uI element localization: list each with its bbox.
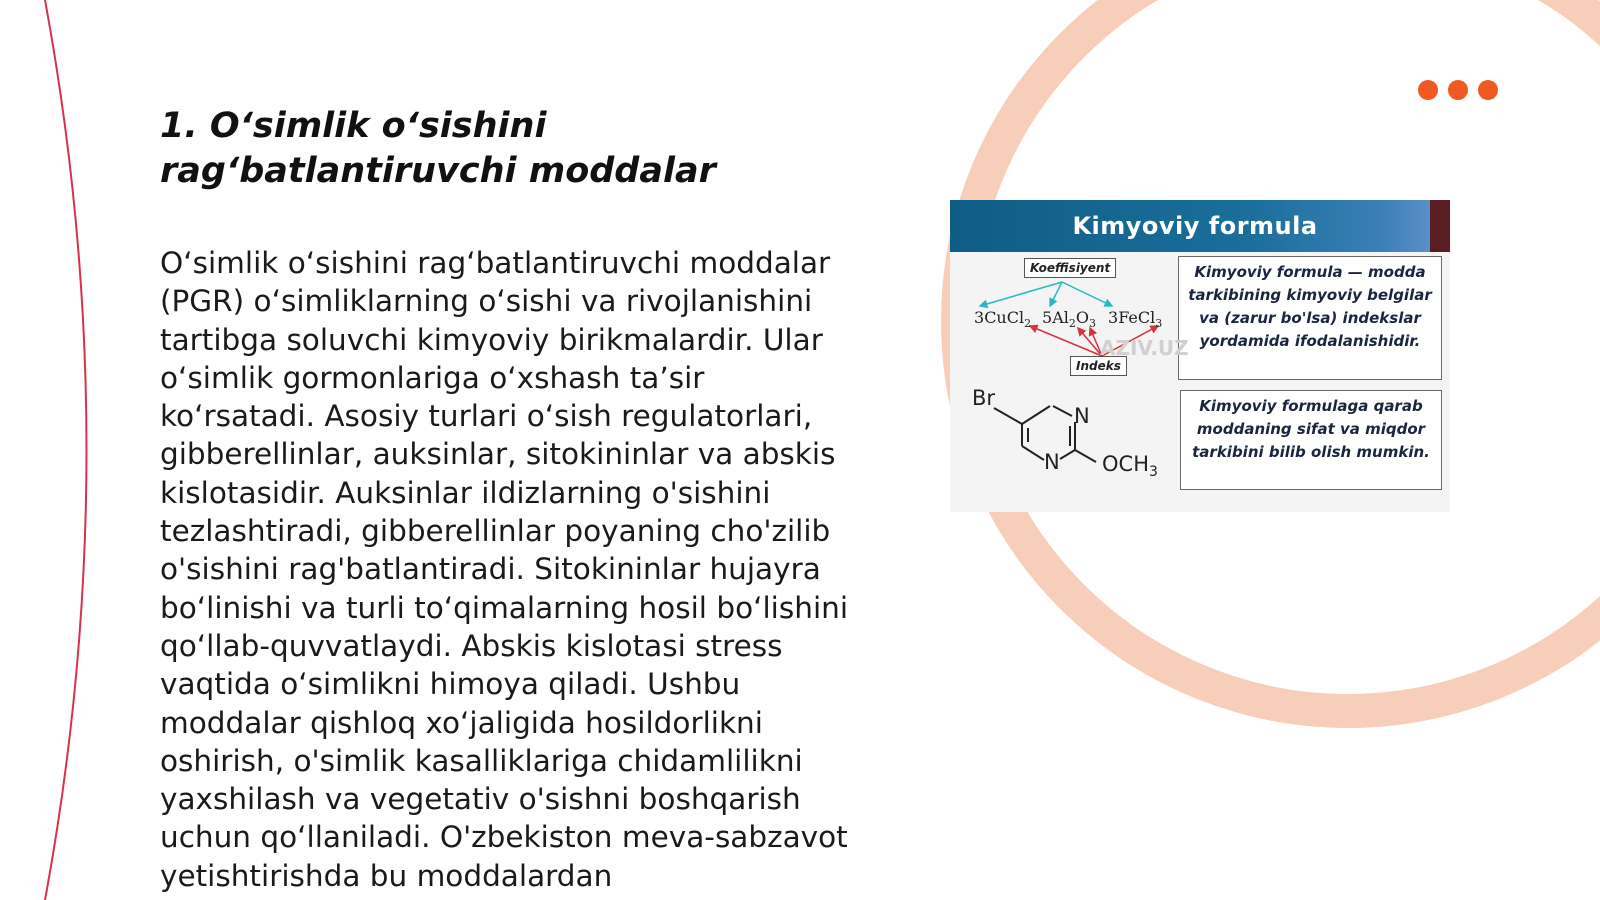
molecule-n-bottom: N	[1044, 450, 1060, 474]
note-box: Kimyoviy formulaga qarab moddaning sifat va miqdor tarkibini bilib olish mumkin.	[1180, 390, 1442, 490]
chemical-formula-figure	[950, 200, 1450, 512]
watermark-text: AZIV.UZ	[1100, 336, 1189, 360]
definition-box: Kimyoviy formula — modda tarkibining kimyoviy belgilar va (zarur bo'lsa) indekslar yordamida ifodalanishidir.	[1178, 256, 1442, 380]
molecule-br: Br	[972, 386, 996, 410]
menu-dots-icon	[1418, 80, 1498, 100]
dot-icon	[1448, 80, 1468, 100]
molecule-n-top: N	[1074, 404, 1090, 428]
left-curve-line	[45, 0, 87, 900]
slide-title: 1. O‘simlik o‘sishini rag‘batlantiruvchi moddalar	[160, 106, 716, 191]
dot-icon	[1418, 80, 1438, 100]
formula-al2o3: $5Al_2O_3$	[1042, 308, 1096, 331]
figure-title: Kimyoviy formula	[1072, 212, 1318, 240]
index-label: Indeks	[1070, 356, 1127, 376]
slide-paragraph: O‘simlik o‘sishini rag‘batlantiruvchi moddalar (PGR) o‘simliklarning o‘sishi va rivojlanishini tartibga soluvchi kimyoviy birikmalardir. Ular o‘simlik gormonlariga o‘xshash ta’sir ko‘rsatadi. Asosiy turlari o‘sish regulatorlari, gibberellinlar, auksinlar, sitokininlar va abskis kislotasidir. Auksinlar ildizlarning o'sishini tezlashtiradi, gibberellinlar poyaning cho'zilib o'sishini rag'batlantiradi. Sitokininlar hujayra bo‘linishi va turli to‘qimalarning hosil bo‘lishini qo‘llab-quvvatlaydi. Abskis kislotasi stress vaqtida o‘simlikni himoya qiladi. Ushbu moddalar qishloq xo‘jaligida hosildorlikni oshirish, o'simlik kasalliklariga chidamlilikni yaxshilash va vegetativ o'sishni boshqarish uchun qo‘llaniladi. O'zbekiston meva-sabzavot yetishtirishda bu moddalardan	[160, 246, 849, 893]
coefficient-label: Koeffisiyent	[1024, 258, 1116, 278]
coefficient-arrows	[980, 282, 1112, 306]
molecule-och3: $OCH_3$	[1102, 452, 1158, 481]
formula-fecl3: 3FeCl$_3$	[1108, 308, 1163, 331]
dot-icon	[1478, 80, 1498, 100]
formula-cucl2: 3CuCl$_2$	[974, 308, 1032, 331]
